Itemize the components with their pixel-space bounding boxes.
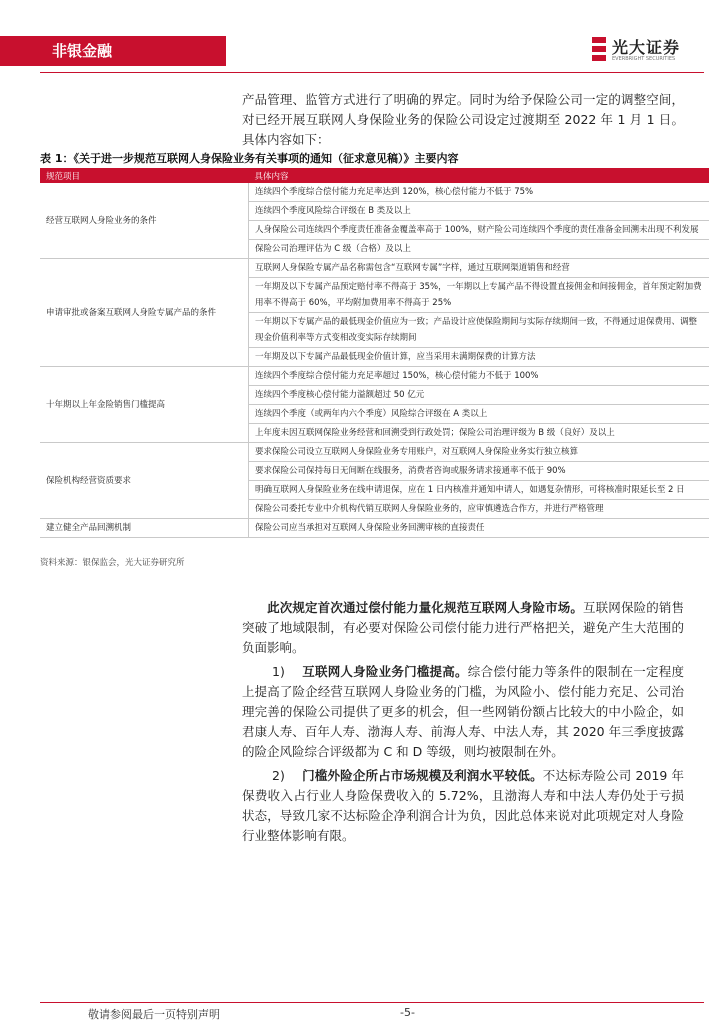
table-category-cell: 申请审批或备案互联网人身险专属产品的条件 (40, 259, 249, 367)
table-content-cell: 保险公司委托专业中介机构代销互联网人身保险业务的，应审慎遴选合作方，并进行严格管理 (249, 500, 710, 519)
section-label: 非银金融 (0, 36, 226, 66)
table-content-cell: 上年度未因互联网保险业务经营和回溯受到行政处罚；保险公司治理评级为 B 级（良好）及以上 (249, 424, 710, 443)
point-2-bold: 门槛外险企所占市场规模及利润水平较低。 (302, 768, 543, 783)
brand-name: 光大证券 (612, 38, 681, 57)
table-content-cell: 互联网人身保险专属产品名称需包含“互联网专属”字样，通过互联网渠道销售和经营 (249, 259, 710, 278)
table-row (40, 183, 709, 202)
main-paragraph-text: 互联网保险的销售突破了地域限制，有必要对保险公司偿付能力进行严格把关，避免产生大范围的负面影响。 (242, 600, 684, 655)
table-row (40, 443, 709, 462)
table-category-cell: 保险机构经营资质要求 (40, 443, 249, 519)
table-content-cell: 一年期以下专属产品的最低现金价值应为一致；产品设计应使保险期间与实际存续期间一致，不得通过退保费用、调整现金价值利率等方式变相改变实际存续期间 (249, 313, 710, 348)
brand-logo-icon (592, 37, 606, 61)
brand-subtitle: EVERBRIGHT SECURITIES (612, 56, 676, 62)
table-content-cell: 要求保险公司保持每日无间断在线服务，消费者咨询或服务请求接通率不低于 90% (249, 462, 710, 481)
table-header-content: 具体内容 (249, 168, 710, 183)
table-row (40, 519, 709, 538)
brand-logo (592, 35, 704, 69)
point-1-paragraph (242, 662, 684, 762)
table-content-cell: 要求保险公司设立互联网人身保险业务专用账户，对互联网人身保险业务实行独立核算 (249, 443, 710, 462)
intro-paragraph: 产品管理、监管方式进行了明确的界定。同时为给予保险公司一定的调整空间，对已经开展互联网人身保险业务的保险公司设定过渡期至 2022 年 1 月 1 日。具体内容如下： (242, 92, 684, 147)
point-2-paragraph (242, 766, 684, 846)
point-1-text: 综合偿付能力等条件的限制在一定程度上提高了险企经营互联网人身险业务的门槛，为风险小、偿付能力充足、公司治理完善的保险公司提供了更多的机会，但一些网销份额占比较大的中小险企，如君康人寿、百年人寿、渤海人寿、前海人寿、中法人寿，其 2020 年三季度披露的险企风险综合评级都为 C 和 D 等级，则均被限制在外。 (242, 664, 684, 759)
table-category-cell: 十年期以上年金险销售门槛提高 (40, 367, 249, 443)
table-source: 资料来源：银保监会，光大证券研究所 (40, 558, 185, 568)
footer-disclaimer: 敬请参阅最后一页特别声明 (88, 1008, 220, 1021)
page-number: -5- (400, 1006, 415, 1019)
main-paragraph-bold: 此次规定首次通过偿付能力量化规范互联网人身险市场。 (267, 600, 584, 615)
table-content-cell: 明确互联网人身保险业务在线申请退保，应在 1 日内核准并通知申请人，如遇复杂情形，可将核准时限延长至 2 日 (249, 481, 710, 500)
header-divider (40, 72, 704, 73)
point-1-number: 1) (272, 664, 285, 679)
table-content-cell: 人身保险公司连续四个季度责任准备金覆盖率高于 100%，财产险公司连续四个季度的责任准备金回溯未出现不利发展 (249, 221, 710, 240)
table-category-cell: 建立健全产品回溯机制 (40, 519, 249, 538)
point-2-number: 2) (272, 768, 285, 783)
table-title: 表 1：《关于进一步规范互联网人身保险业务有关事项的通知（征求意见稿）》主要内容 (40, 152, 459, 165)
table-header-category: 规范项目 (40, 168, 249, 183)
table-content-cell: 一年期及以下专属产品预定赔付率不得高于 35%，一年期以上专属产品不得设置直接佣金和间接佣金，首年预定附加费用率不得高于 60%，平均附加费用率不得高于 25% (249, 278, 710, 313)
table-content-cell: 保险公司治理评估为 C 级（合格）及以上 (249, 240, 710, 259)
table-row (40, 367, 709, 386)
footer-divider (40, 1002, 704, 1003)
table-category-cell: 经营互联网人身险业务的条件 (40, 183, 249, 259)
table-content-cell: 连续四个季度（或两年内六个季度）风险综合评级在 A 类以上 (249, 405, 710, 424)
table-content-cell: 连续四个季度风险综合评级在 B 类及以上 (249, 202, 710, 221)
table-content-cell: 一年期及以下专属产品最低现金价值计算，应当采用未满期保费的计算方法 (249, 348, 710, 367)
table-row (40, 259, 709, 278)
table-content-cell: 连续四个季度核心偿付能力溢额超过 50 亿元 (249, 386, 710, 405)
point-2-text: 不达标寿险公司 2019 年保费收入占行业人身险保费收入的 5.72%，且渤海人寿和中法人寿仍处于亏损状态，导致几家不达标险企净利润合计为负，因此总体来说对此项规定对人身险行业整体影响有限。 (242, 768, 684, 843)
table-header-row (40, 168, 709, 183)
table-content-cell: 连续四个季度综合偿付能力充足率超过 150%，核心偿付能力不低于 100% (249, 367, 710, 386)
table-content-cell: 连续四个季度综合偿付能力充足率达到 120%，核心偿付能力不低于 75% (249, 183, 710, 202)
main-paragraph (242, 598, 684, 658)
regulation-table (40, 168, 709, 538)
table-content-cell: 保险公司应当承担对互联网人身保险业务回溯审核的直接责任 (249, 519, 710, 538)
point-1-bold: 互联网人身险业务门槛提高。 (302, 664, 468, 679)
